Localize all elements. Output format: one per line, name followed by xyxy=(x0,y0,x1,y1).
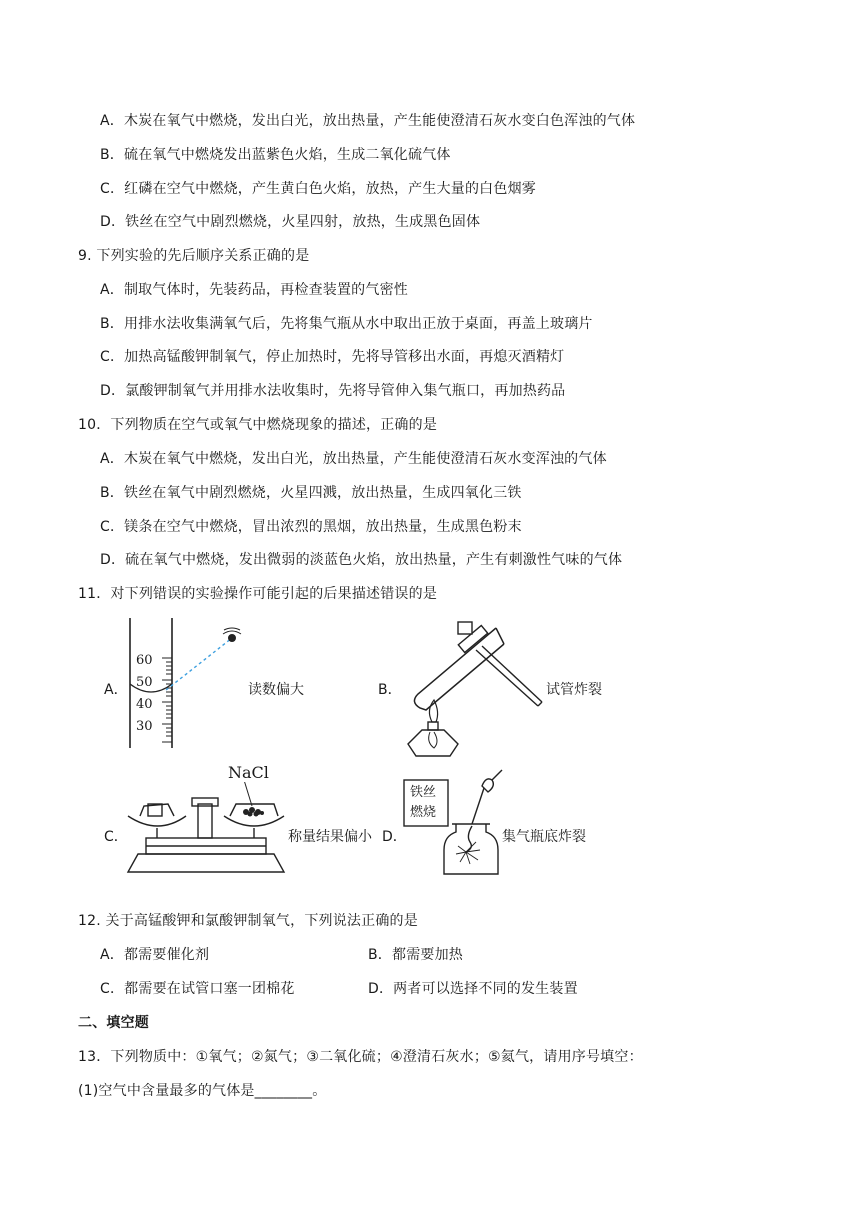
q9-option-a: A．制取气体时，先装药品，再检查装置的气密性 xyxy=(100,282,408,298)
q10-option-a: A．木炭在氧气中燃烧，发出白光，放出热量，产生能使澄清石灰水变浑浊的气体 xyxy=(100,451,607,467)
q8-option-a: A．木炭在氧气中燃烧，发出白光，放出热量，产生能使澄清石灰水变白色浑浊的气体 xyxy=(100,113,636,129)
reagent-label-nacl: NaCl xyxy=(228,763,269,782)
q11-option-d-caption: 集气瓶底炸裂 xyxy=(502,829,586,845)
q10-option-c: C．镁条在空气中燃烧，冒出浓烈的黑烟，放出热量，生成黑色粉末 xyxy=(100,519,522,535)
q12-option-a: A．都需要催化剂 xyxy=(100,947,210,963)
q11-option-b-caption: 试管炸裂 xyxy=(546,682,602,698)
q13-stem: 13．下列物质中：①氧气；②氮气；③二氧化硫；④澄清石灰水；⑤氦气，请用序号填空： xyxy=(78,1049,643,1065)
q9-stem: 9. 下列实验的先后顺序关系正确的是 xyxy=(78,248,310,264)
q11-option-a-caption: 读数偏大 xyxy=(248,682,304,698)
q8-option-b: B．硫在氧气中燃烧发出蓝紫色火焰，生成二氧化硫气体 xyxy=(100,147,451,163)
q9-option-d: D．氯酸钾制氧气并用排水法收集时，先将导管伸入集气瓶口，再加热药品 xyxy=(100,383,566,399)
q12-stem: 12. 关于高锰酸钾和氯酸钾制氧气，下列说法正确的是 xyxy=(78,913,418,929)
q13-subquestion-1: (1)空气中含量最多的气体是________。 xyxy=(78,1083,327,1099)
cylinder-tick-label: 60 xyxy=(136,653,153,668)
cylinder-tick-label: 30 xyxy=(136,719,153,734)
cylinder-tick-label: 50 xyxy=(136,675,153,690)
q12-option-b: B．都需要加热 xyxy=(368,947,464,963)
q11-option-d-label: D． xyxy=(382,829,407,845)
tag-text-line1: 铁丝 xyxy=(410,785,437,800)
iron-wire-burning-figure xyxy=(400,766,510,878)
q11-option-b-label: B． xyxy=(378,682,402,698)
cylinder-tick-label: 40 xyxy=(136,697,153,712)
q11-stem: 11．对下列错误的实验操作可能引起的后果描述错误的是 xyxy=(78,586,438,602)
test-tube-heating-figure xyxy=(396,620,546,760)
q9-option-b: B．用排水法收集满氧气后，先将集气瓶从水中取出正放于桌面，再盖上玻璃片 xyxy=(100,316,593,332)
q11-option-c-label: C． xyxy=(104,829,128,845)
eye-icon xyxy=(223,628,241,642)
q11-option-c-caption: 称量结果偏小 xyxy=(288,829,372,845)
q8-option-d: D．铁丝在空气中剧烈燃烧，火星四射，放热，生成黑色固体 xyxy=(100,214,481,230)
q9-option-c: C．加热高锰酸钾制氧气，停止加热时，先将导管移出水面，再熄灭酒精灯 xyxy=(100,349,565,365)
q12-option-d: D．两者可以选择不同的发生装置 xyxy=(368,981,578,997)
q11-option-a-label: A． xyxy=(104,682,128,698)
q12-option-c: C．都需要在试管口塞一团棉花 xyxy=(100,981,295,997)
q10-option-d: D．硫在氧气中燃烧，发出微弱的淡蓝色火焰，放出热量，产生有刺激性气味的气体 xyxy=(100,552,623,568)
q10-option-b: B．铁丝在氧气中剧烈燃烧，火星四溅，放出热量，生成四氧化三铁 xyxy=(100,485,522,501)
q10-stem: 10．下列物质在空气或氧气中燃烧现象的描述，正确的是 xyxy=(78,417,438,433)
q8-option-c: C．红磷在空气中燃烧，产生黄白色火焰，放热，产生大量的白色烟雾 xyxy=(100,181,536,197)
section-title-fill-in: 二、填空题 xyxy=(78,1015,149,1031)
balance-figure xyxy=(124,782,288,874)
tag-text-line2: 燃烧 xyxy=(410,805,437,820)
